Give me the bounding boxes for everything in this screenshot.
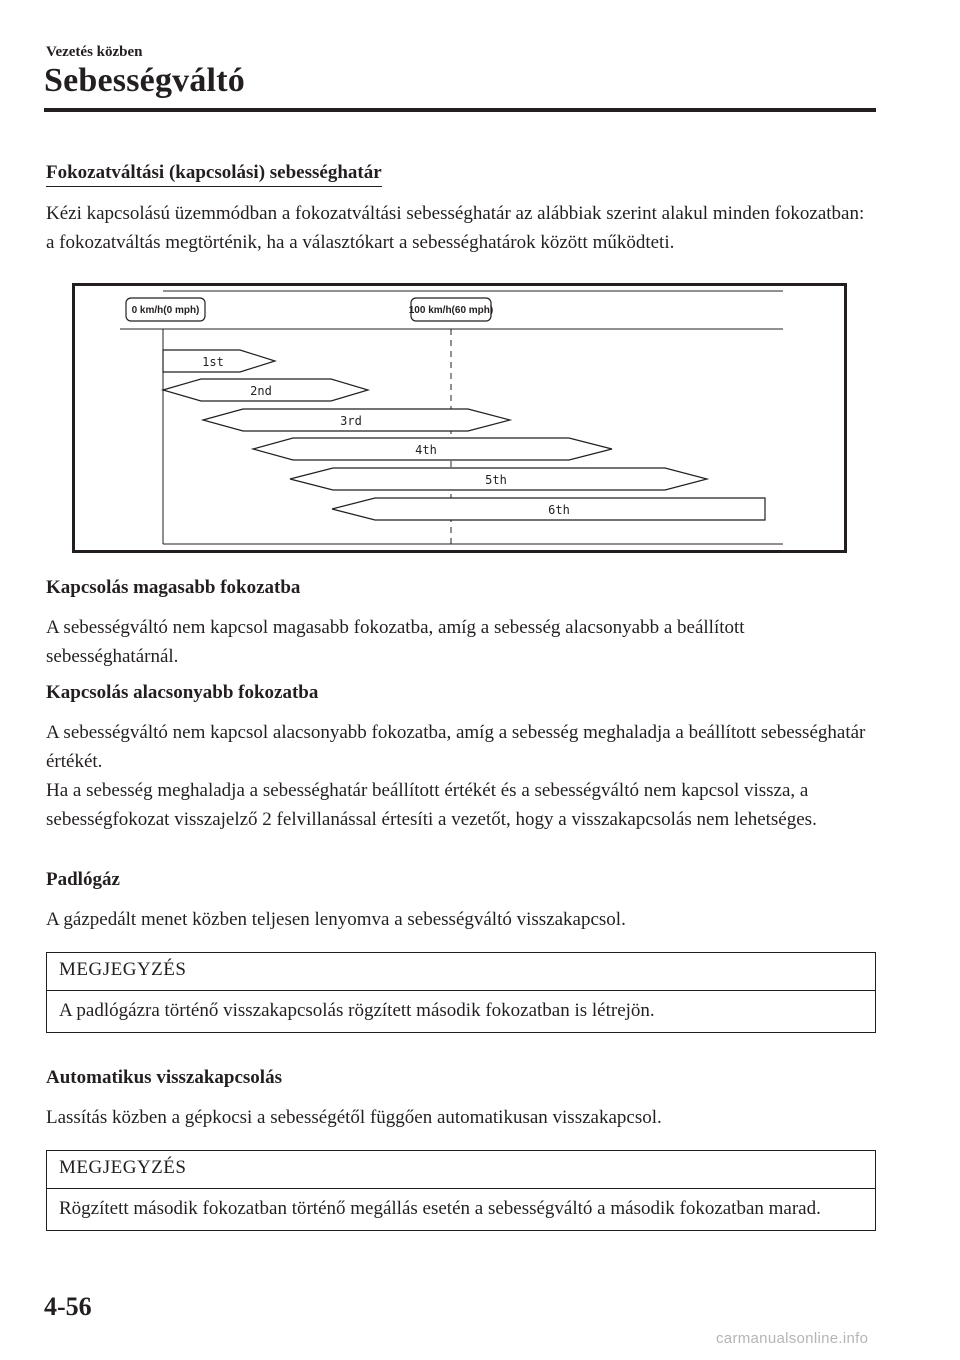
speed-label-0 <box>126 298 205 321</box>
gear-2nd-label: 2nd <box>250 384 272 398</box>
gear-6th-label: 6th <box>548 503 570 517</box>
shift-speed-svg <box>75 286 844 550</box>
auto-downshift-heading: Automatikus visszakapcsolás <box>46 1067 282 1088</box>
title-divider <box>44 108 876 112</box>
auto-downshift-text: Lassítás közben a gépkocsi a sebességétől függően automatikusan visszakapcsol. <box>46 1107 662 1128</box>
gear-5th <box>290 468 707 490</box>
upshift-text: A sebességváltó nem kapcsol magasabb fokozatba, amíg a sebesség alacsonyabb a beállított sebességhatárnál. <box>46 617 745 667</box>
gear-2nd <box>163 379 368 401</box>
gear-4th <box>253 438 612 460</box>
note-2-text: Rögzített második fokozatban történő megállás esetén a sebességváltó a második fokozatban marad. <box>59 1198 821 1219</box>
watermark: carmanualsonline.info <box>716 1330 869 1347</box>
note-2-title: MEGJEGYZÉS <box>47 1151 875 1189</box>
kickdown-text: A gázpedált menet közben teljesen lenyomva a sebességváltó visszakapcsol. <box>46 909 626 930</box>
gear-3rd-label: 3rd <box>340 414 362 428</box>
breadcrumb: Vezetés közben <box>46 44 143 60</box>
page-title: Sebességváltó <box>44 62 245 99</box>
page-number: 4-56 <box>44 1292 92 1321</box>
note-1-text: A padlógázra történő visszakapcsolás rögzített második fokozatban is létrejön. <box>59 1000 655 1021</box>
speed-label-100-text: 100 km/h(60 mph) <box>408 305 494 316</box>
gear-5th-label: 5th <box>485 473 507 487</box>
gear-3rd <box>203 409 510 431</box>
downshift-heading: Kapcsolás alacsonyabb fokozatba <box>46 682 319 703</box>
speed-label-0-text: 0 km/h(0 mph) <box>131 305 200 316</box>
downshift-text-1: A sebességváltó nem kapcsol alacsonyabb fokozatba, amíg a sebesség meghaladja a beállított sebességhatár értékét. <box>46 722 866 772</box>
section-intro: Kézi kapcsolású üzemmódban a fokozatváltási sebességhatár az alábbiak szerint alakul minden fokozatban: a fokozatváltás megtörténik, ha a választókart a sebességhatárok között működteti. <box>46 203 865 253</box>
gear-4th-label: 4th <box>415 443 437 457</box>
note-1-title: MEGJEGYZÉS <box>47 953 875 991</box>
downshift-text-2: Ha a sebesség meghaladja a sebességhatár beállított értékét és a sebességváltó nem kapcsol vissza, a sebességfokozat visszajelző 2 felvillanással értesíti a vezetőt, hogy a visszakapcsolás nem lehetséges. <box>46 780 817 830</box>
speed-label-100 <box>409 298 493 321</box>
shift-speed-diagram <box>72 283 847 553</box>
note-box-2 <box>46 1150 876 1231</box>
gear-1st-label: 1st <box>202 355 224 369</box>
kickdown-heading: Padlógáz <box>46 869 120 890</box>
section-heading: Fokozatváltási (kapcsolási) sebességhatár <box>46 162 382 187</box>
gear-6th <box>332 498 765 520</box>
gear-1st <box>163 350 275 372</box>
upshift-heading: Kapcsolás magasabb fokozatba <box>46 577 301 598</box>
note-box-1 <box>46 952 876 1033</box>
